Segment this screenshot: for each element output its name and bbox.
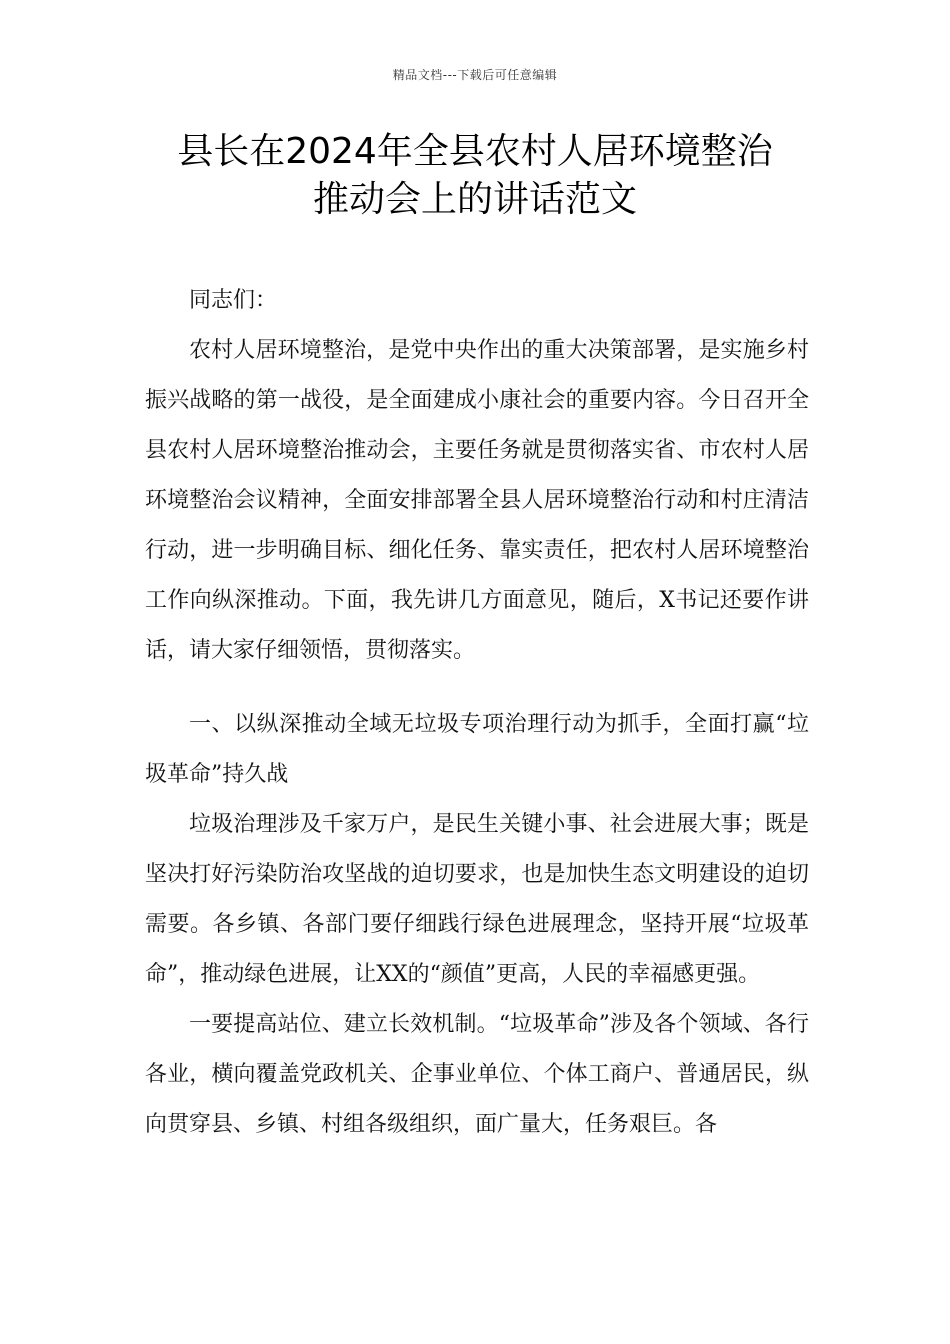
section-1-heading: 一、以纵深推动全域无垃圾专项治理行动为抓手，全面打赢“垃圾革命”持久战 xyxy=(145,712,809,787)
section-1-paragraph-2: 一要提高站位、建立长效机制。“垃圾革命”涉及各个领域、各行各业，横向覆盖党政机关、企事业单位、个体工商户、普通居民，纵向贯穿县、乡镇、村组各级组织，面广量大，任务艰巨。各 xyxy=(145,1012,809,1137)
title-line-2: 推动会上的讲话范文 xyxy=(312,179,637,220)
intro-paragraph: 农村人居环境整治，是党中央作出的重大决策部署，是实施乡村振兴战略的第一战役，是全面建成小康社会的重要内容。今日召开全县农村人居环境整治推动会，主要任务就是贯彻落实省、市农村人居环境整治会议精神，全面安排部署全县人居环境整治行动和村庄清洁行动，进一步明确目标、细化任务、靠实责任，把农村人居环境整治工作向纵深推动。下面，我先讲几方面意见，随后，X书记还要作讲话，请大家仔细领悟，贯彻落实。 xyxy=(145,338,809,663)
section-1-paragraph-1: 垃圾治理涉及千家万户，是民生关键小事、社会进展大事；既是坚决打好污染防治攻坚战的迫切要求，也是加快生态文明建设的迫切需要。各乡镇、各部门要仔细践行绿色进展理念，坚持开展“垃圾革命”，推动绿色进展，让XX的“颜值”更高，人民的幸福感更强。 xyxy=(145,812,809,987)
header-note: 精品文档---下载后可任意编辑 xyxy=(392,68,558,82)
document-title xyxy=(100,128,850,224)
salutation: 同志们： xyxy=(189,288,278,313)
section-1 xyxy=(145,700,809,1150)
salutation-block xyxy=(145,276,809,326)
intro-block xyxy=(145,326,809,676)
title-line-1: 县长在2024年全县农村人居环境整治 xyxy=(177,131,773,172)
